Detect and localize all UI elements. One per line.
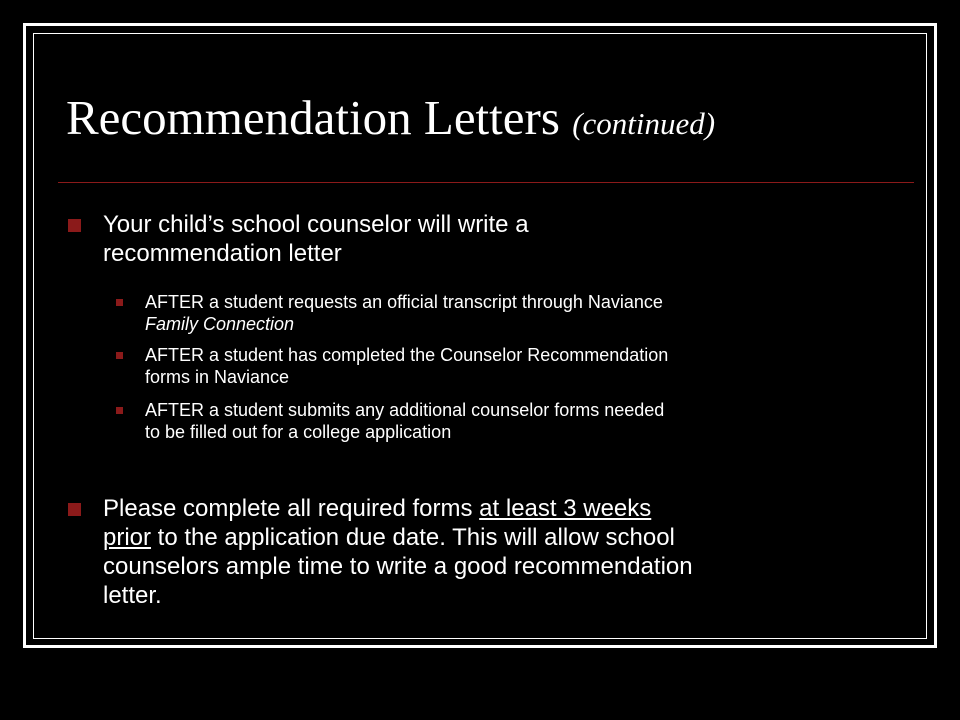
deadline-emphasis: at least 3 weeks (479, 495, 652, 522)
sub-bullet-text-line: AFTER a student submits any additional counselor forms needed (145, 400, 665, 420)
deadline-text: to the application due date. This will allow school (151, 524, 675, 551)
bullet-text-line (103, 523, 693, 552)
list-item-counselor-letter (103, 210, 529, 268)
bullet-text-line: letter. (103, 582, 162, 609)
sub-bullet-text-line: to be filled out for a college application (145, 422, 452, 442)
sub-bullet-square-icon (116, 352, 123, 359)
sub-bullet-text-line: forms in Naviance (145, 367, 290, 387)
bullet-square-icon (68, 503, 81, 516)
title-main: Recommendation Letters (66, 90, 560, 145)
deadline-emphasis: prior (103, 524, 152, 551)
slide-title (66, 88, 715, 154)
bullet-square-icon (68, 219, 81, 232)
sub-list-item-additional-forms (145, 399, 664, 443)
sub-bullet-text-line: Family Connection (145, 314, 295, 334)
bullet-text-line: counselors ample time to write a good recommendation (103, 553, 693, 580)
title-subtitle: (continued) (572, 106, 716, 141)
sub-bullet-text-line: AFTER a student requests an official transcript through Naviance (145, 292, 663, 312)
sub-bullet-square-icon (116, 407, 123, 414)
bullet-text-line: recommendation letter (103, 240, 342, 267)
title-divider (58, 182, 914, 183)
deadline-text: Please complete all required forms (103, 495, 480, 522)
list-item-deadline (103, 494, 693, 610)
bullet-text-line (103, 494, 693, 523)
sub-bullet-square-icon (116, 299, 123, 306)
sub-list-item-transcript (145, 291, 663, 335)
sub-list-item-recommendation-forms (145, 344, 668, 388)
bullet-text-line: Your child’s school counselor will write a (103, 211, 529, 238)
sub-bullet-text-line: AFTER a student has completed the Counselor Recommendation (145, 345, 669, 365)
